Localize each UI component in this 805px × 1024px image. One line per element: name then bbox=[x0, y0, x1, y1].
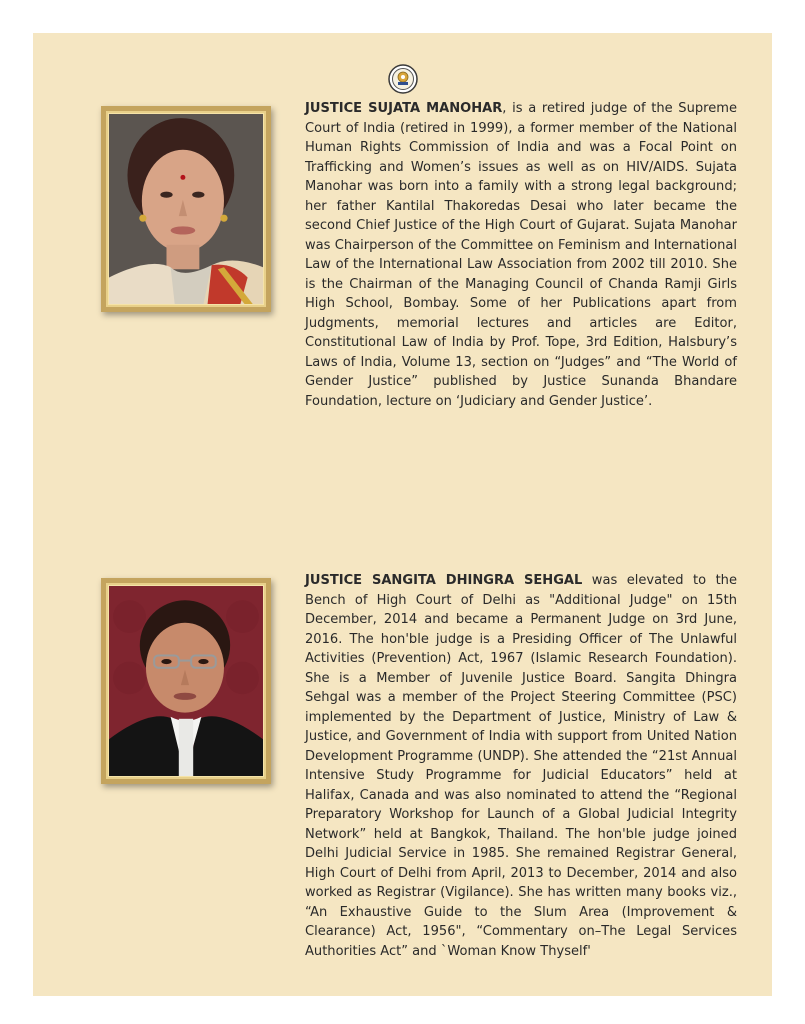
bio-sujata-manohar bbox=[305, 99, 737, 411]
bio-text: , is a retired judge of the Supreme Court of India (retired in 1999), a former member of the National Human Rights Commission of India and was a Focal Point on Trafficking and Women’s issues as well as on HIV/AIDS. Sujata Manohar was born into a family with a strong legal background; her father Kantilal Thakoredas Desai who later became the second Chief Justice of the High Court of Gujarat. Sujata Manohar was Chairperson of the Committee on Feminism and International Law of the International Law Association from 2002 till 2010. She is the Chairman of the Managing Council of Chanda Ramji Girls High School, Bombay. Some of her Publications apart from Judgments, memorial lectures and articles are Editor, Constitutional Law of India by Prof. Tope, 3rd Edition, Halsbury’s Laws of India, Volume 13, section on “Judges” and “The World of Gender Justice” published by Justice Sunanda Bhandare Foundation, lecture on ‘Judiciary and Gender Justice’. bbox=[305, 101, 737, 409]
court-seal-icon bbox=[388, 64, 418, 94]
bio-text: was elevated to the Bench of High Court of Delhi as "Additional Judge" on 15th December, 2014 and became a Permanent Judge on 3rd June, 2016. The hon'ble judge is a Presiding Officer of The Unlawful Activities (Prevention) Act, 1967 (Islamic Research Foundation). She is a Member of Juvenile Justice Board. Sangita Dhingra Sehgal was a member of the Project Steering Committee (PSC) implemented by the Department of Justice, Ministry of Law & Justice, and Government of India with support from United Nation Development Programme (UNDP). She attended the “21st Annual Intensive Study Programme for Judicial Educators” held at Halifax, Canada and was also nominated to attend the “Regional Preparatory Workshop for Launch of a Global Judicial Integrity Network” held at Bangkok, Thailand. The hon'ble judge joined Delhi Judicial Service in 1985. She remained Registrar General, High Court of Delhi from April, 2013 to December, 2014 and also worked as Registrar (Vigilance). She has written many books viz., “An Exhaustive Guide to the Slum Area (Improvement & Clearance) Act, 1956", “Commentary on–The Legal Services Authorities Act” and `Woman Know Thyself' bbox=[305, 573, 737, 959]
portrait-sujata-manohar bbox=[101, 106, 271, 312]
document-page bbox=[33, 33, 772, 996]
bio-name: JUSTICE SANGITA DHINGRA SEHGAL bbox=[305, 573, 583, 588]
bio-sangita-dhingra-sehgal bbox=[305, 571, 737, 961]
bio-name: JUSTICE SUJATA MANOHAR bbox=[305, 101, 503, 116]
portrait-sangita-dhingra-sehgal bbox=[101, 578, 271, 784]
